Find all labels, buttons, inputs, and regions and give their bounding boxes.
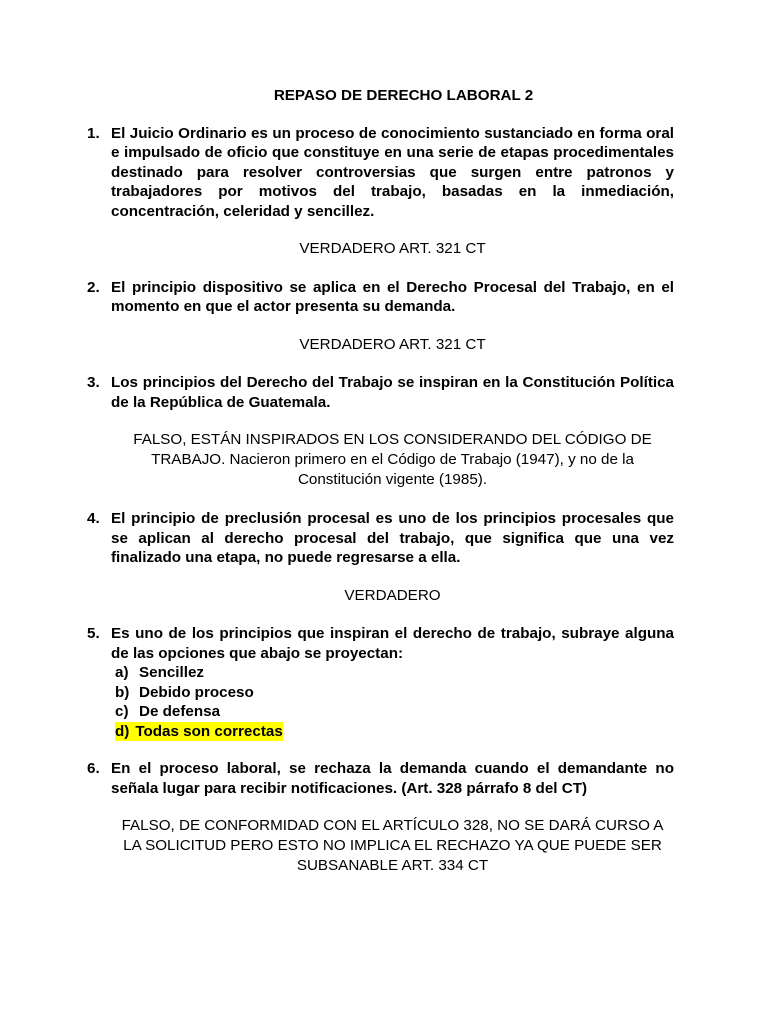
option-b: b) Debido proceso xyxy=(115,683,254,701)
question-item-4: 4. El principio de preclusión procesal es uno de los principios procesales que se aplican al derecho procesal del trabajo, que significa que una vez finalizado una etapa, no puede regresarse a ella. xyxy=(87,510,674,566)
question-item-6: 6. En el proceso laboral, se rechaza la demanda cuando el demandante no señala lugar para recibir notificaciones. (Art. 328 párrafo 8 del CT) xyxy=(87,760,674,797)
question-text: Es uno de los principios que inspiran el derecho de trabajo, subraye alguna de las opciones que abajo se proyectan: xyxy=(111,625,674,662)
question-text: El Juicio Ordinario es un proceso de conocimiento sustanciado en forma oral e impulsado de oficio que constituye en una serie de etapas procedimentales destinado para resolver controversias que surgen entre patronos y trabajadores por motivos del trabajo, basadas en la inmediación, concentración, celeridad y sencillez. xyxy=(111,124,674,220)
option-d-highlighted: d) Todas son correctas xyxy=(115,722,283,740)
document-title: REPASO DE DERECHO LABORAL 2 xyxy=(273,87,534,104)
answer-text: VERDADERO xyxy=(344,586,441,604)
question-text: El principio dispositivo se aplica en el Derecho Procesal del Trabajo, en el momento en que el actor presenta su demanda. xyxy=(111,278,674,315)
question-item-5: 5. Es uno de los principios que inspiran el derecho de trabajo, subraye alguna de las opciones que abajo se proyectan: xyxy=(87,625,674,662)
answer-text: FALSO, DE CONFORMIDAD CON EL ARTÍCULO 328, NO SE DARÁ CURSO A LA SOLICITUD PERO ESTO NO IMPLICA EL RECHAZO YA QUE PUEDE SER SUBSANABLE ART. 334 CT xyxy=(121,817,664,874)
answer-text: FALSO, ESTÁN INSPIRADOS EN LOS CONSIDERANDO DEL CÓDIGO DE TRABAJO. Nacieron primero en el Código de Trabajo (1947), y no de la Constitución vigente (1985). xyxy=(133,431,652,488)
answer-text: VERDADERO ART. 321 CT xyxy=(299,335,486,353)
question-item-3: 3. Los principios del Derecho del Trabajo se inspiran en la Constitución Política de la República de Guatemala. xyxy=(87,374,674,411)
question-item-1: 1. El Juicio Ordinario es un proceso de conocimiento sustanciado en forma oral e impulsado de oficio que constituye en una serie de etapas procedimentales destinado para resolver controversias que surgen entre patronos y trabajadores por motivos del trabajo, basadas en la inmediación, concentración, celeridad y sencillez. xyxy=(87,124,674,220)
option-a: a) Sencillez xyxy=(115,664,204,681)
answer-text: VERDADERO ART. 321 CT xyxy=(299,240,486,257)
question-item-2: 2. El principio dispositivo se aplica en el Derecho Procesal del Trabajo, en el momento en que el actor presenta su demanda. xyxy=(87,278,674,315)
question-text: En el proceso laboral, se rechaza la demanda cuando el demandante no señala lugar para recibir notificaciones. (Art. 328 párrafo 8 del CT) xyxy=(111,760,674,797)
question-text: Los principios del Derecho del Trabajo se inspiran en la Constitución Política de la República de Guatemala. xyxy=(111,374,674,411)
question-text: El principio de preclusión procesal es uno de los principios procesales que se aplican al derecho procesal del trabajo, que significa que una vez finalizado una etapa, no puede regresarse a ella. xyxy=(111,510,674,566)
option-c: c) De defensa xyxy=(115,703,221,720)
options-list xyxy=(111,663,674,741)
